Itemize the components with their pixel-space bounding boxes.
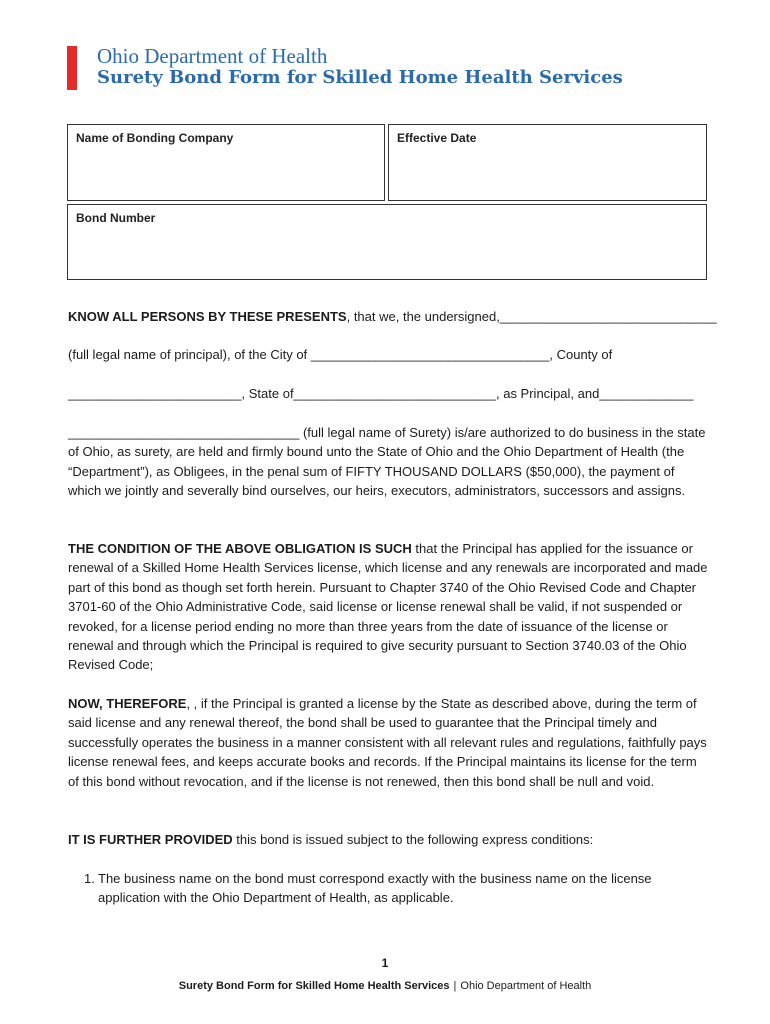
footer-form-title: Surety Bond Form for Skilled Home Health Services (178, 980, 450, 992)
header-accent-bar (67, 46, 77, 90)
list-item-number: 1. (84, 871, 95, 886)
now-therefore-heading: NOW, THEREFORE (68, 696, 187, 711)
know-all-heading: KNOW ALL PERSONS BY THESE PRESENTS (68, 309, 347, 324)
footer (0, 980, 770, 992)
further-provided-text: this bond is issued subject to the following express conditions: (232, 832, 594, 847)
effective-date-field[interactable] (388, 124, 707, 201)
paragraph-know-all-line1 (68, 307, 717, 326)
list-item-text: The business name on the bond must correspond exactly with the business name on the license application with the Ohio Department of Health, as applicable. (98, 871, 652, 906)
paragraph-condition (68, 539, 708, 675)
paragraph-know-all-line3: ________________________, State of____________________________, as Principal, and_____________ (68, 386, 694, 401)
form-title: Surety Bond Form for Skilled Home Health Services (97, 67, 623, 88)
footer-separator: | (453, 980, 457, 992)
paragraph-further-provided (68, 830, 708, 849)
know-all-text: , that we, the undersigned,______________________________ (346, 309, 717, 324)
footer-organization: Ohio Department of Health (460, 980, 592, 992)
now-therefore-text: , , if the Principal is granted a license by the State as described above, during the term of said license and any renewal thereof, the bond shall be used to guarantee that the Principal timely and successfully operates the business in a manner consistent with all relevant rules and regulations, faithfully pays license renewal fees, and keeps accurate books and records. If the Principal maintains its license for the term of this bond without revocation, and if the license is not renewed, then this bond shall be null and void. (68, 696, 707, 789)
condition-text: that the Principal has applied for the issuance or renewal of a Skilled Home Health Services license, which license and any renewals are incorporated and made part of this bond as though set forth herein. Pursuant to Chapter 3740 of the Ohio Revised Code and Chapter 3701-60 of the Ohio Administrative Code, said license or license renewal shall be valid, if not suspended or revoked, for a license period ending no more than three years from the date of issuance of the license or renewal and through which the Principal is required to give security pursuant to Section 3740.03 of the Ohio Revised Code; (68, 541, 708, 673)
bond-number-label: Bond Number (76, 211, 156, 225)
organization-name: Ohio Department of Health (97, 44, 328, 68)
bonding-company-field[interactable] (67, 124, 385, 201)
bond-number-field[interactable] (67, 204, 707, 280)
list-item (84, 869, 704, 908)
paragraph-now-therefore (68, 694, 708, 791)
paragraph-know-all-line2: (full legal name of principal), of the City of _________________________________, County of (68, 347, 613, 362)
condition-heading: THE CONDITION OF THE ABOVE OBLIGATION IS SUCH (68, 541, 412, 556)
paragraph-surety: ________________________________ (full legal name of Surety) is/are authorized to do business in the state of Ohio, as surety, are held and firmly bound unto the State of Ohio and the Ohio Department of Health (the “Department”), as Obligees, in the penal sum of FIFTY THOUSAND DOLLARS ($50,000), the payment of which we jointly and severally bind ourselves, our heirs, executors, administrators, successors and assigns. (68, 425, 706, 499)
effective-date-label: Effective Date (397, 131, 477, 145)
page-number: 1 (381, 956, 389, 970)
bonding-company-label: Name of Bonding Company (76, 131, 234, 145)
further-provided-heading: IT IS FURTHER PROVIDED (68, 832, 233, 847)
